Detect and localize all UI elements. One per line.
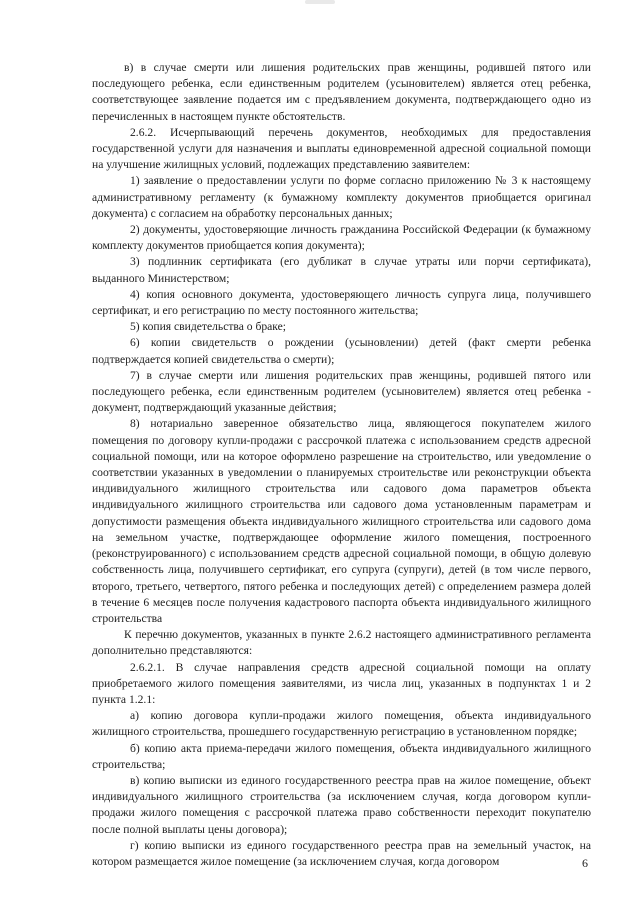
list-item-1-application: 1) заявление о предоставлении услуги по форме согласно приложению № 3 к настоящему административному регламенту (к бумажному комплекту документов приобщается оригинал документа) с согласием на обработку персональных данных; [92, 174, 591, 220]
paragraph-2-6-2-heading: 2.6.2. Исчерпывающий перечень документов, необходимых для предоставления государственной услуги для назначения и выплаты единовременной адресной социальной помощи на улучшение жилищных условий, подлежащих представлению заявителем: [92, 125, 591, 172]
scan-artifact [305, 0, 335, 4]
list-item-3-certificate: 3) подлинник сертификата (его дубликат в случае утраты или порчи сертификата), выданного Министерством; [92, 255, 591, 285]
page-number: 6 [582, 856, 588, 870]
list-item-b-transfer-act: б) копию акта приема-передачи жилого помещения, объекта индивидуального жилищного строительства; [92, 741, 591, 771]
list-item-8-notarized-obligation: 8) нотариально заверенное обязательство лица, являющегося покупателем жилого помещения по договору купли-продажи с рассрочкой платежа с использованием средств адресной социальной помощи, или на которое оформлено разрешение на строительство, или уведомление о соответствии указанных в уведомлении о планируемых строительстве или реконструкции объекта индивидуального жилищного строительства или садового дома параметров объекта индивидуального жилищного строительства или садового дома установленным параметрам и допустимости размещения объекта индивидуального жилищного строительства или садового дома на земельном участке, подтверждающее оформление жилого помещения, построенного (реконструированного) с использованием средств адресной социальной помощи, в общую долевую собственность лица, получившего сертификат, его супруга (супруги), детей (в том числе первого, второго, третьего, четвертого, пятого ребенка и последующих детей) с определением размера долей в течение 6 месяцев после получения кадастрового паспорта объекта индивидуального жилищного строительства [92, 417, 591, 625]
list-item-6-birth-certs: 6) копии свидетельств о рождении (усыновлении) детей (факт смерти ребенка подтверждается копией свидетельства о смерти); [92, 336, 591, 366]
list-item-a-sale-contract: а) копию договора купли-продажи жилого помещения, объекта индивидуального жилищного строительства, прошедшего государственную регистрацию в установленном порядке; [92, 709, 591, 739]
list-item-7-death-case: 7) в случае смерти или лишения родительских прав женщины, родившей пятого или последующего ребенка, если единственным родителем (усыновителем) является отец ребенка - документ, подтверждающий указанные действия; [92, 368, 591, 415]
paragraph-2-6-2-1: 2.6.2.1. В случае направления средств адресной социальной помощи на оплату приобретаемого жилого помещения заявителями, из числа лиц, указанных в подпунктах 1 и 2 пункта 1.2.1: [92, 660, 591, 706]
list-item-v-registry-extract: в) копию выписки из единого государственного реестра прав на жилое помещение, объект индивидуального жилищного строительства (за исключением случая, когда договором купли-продажи жилого помещения с рассрочкой платежа право собственности переходит покупателю после полной выплаты цены договора); [92, 773, 591, 836]
list-item-4-spouse-id: 4) копия основного документа, удостоверяющего личность супруга лица, получившего сертификат, и его регистрацию по месту постоянного жительства; [92, 287, 591, 318]
list-item-2-identity-docs: 2) документы, удостоверяющие личность гражданина Российской Федерации (к бумажному комплекту документов приобщается копия документа); [92, 223, 591, 253]
paragraph-3v-death-case: в) в случае смерти или лишения родительских прав женщины, родившей пятого или последующего ребенка, если единственным родителем (усыновителем) является отец ребенка, соответствующее заявление подается им с предъявлением документа, подтверждающего одно из перечисленных в настоящем пункте обстоятельств. [92, 61, 591, 123]
list-item-g-land-registry-extract: г) копию выписки из единого государственного реестра прав на земельный участок, на котором размещается жилое помещение (за исключением случая, когда договором [92, 838, 591, 868]
list-item-5-marriage-cert: 5) копия свидетельства о браке; [130, 320, 287, 334]
paragraph-additional-docs: К перечню документов, указанных в пункте 2.6.2 настоящего административного регламента дополнительно представляются: [92, 628, 591, 658]
